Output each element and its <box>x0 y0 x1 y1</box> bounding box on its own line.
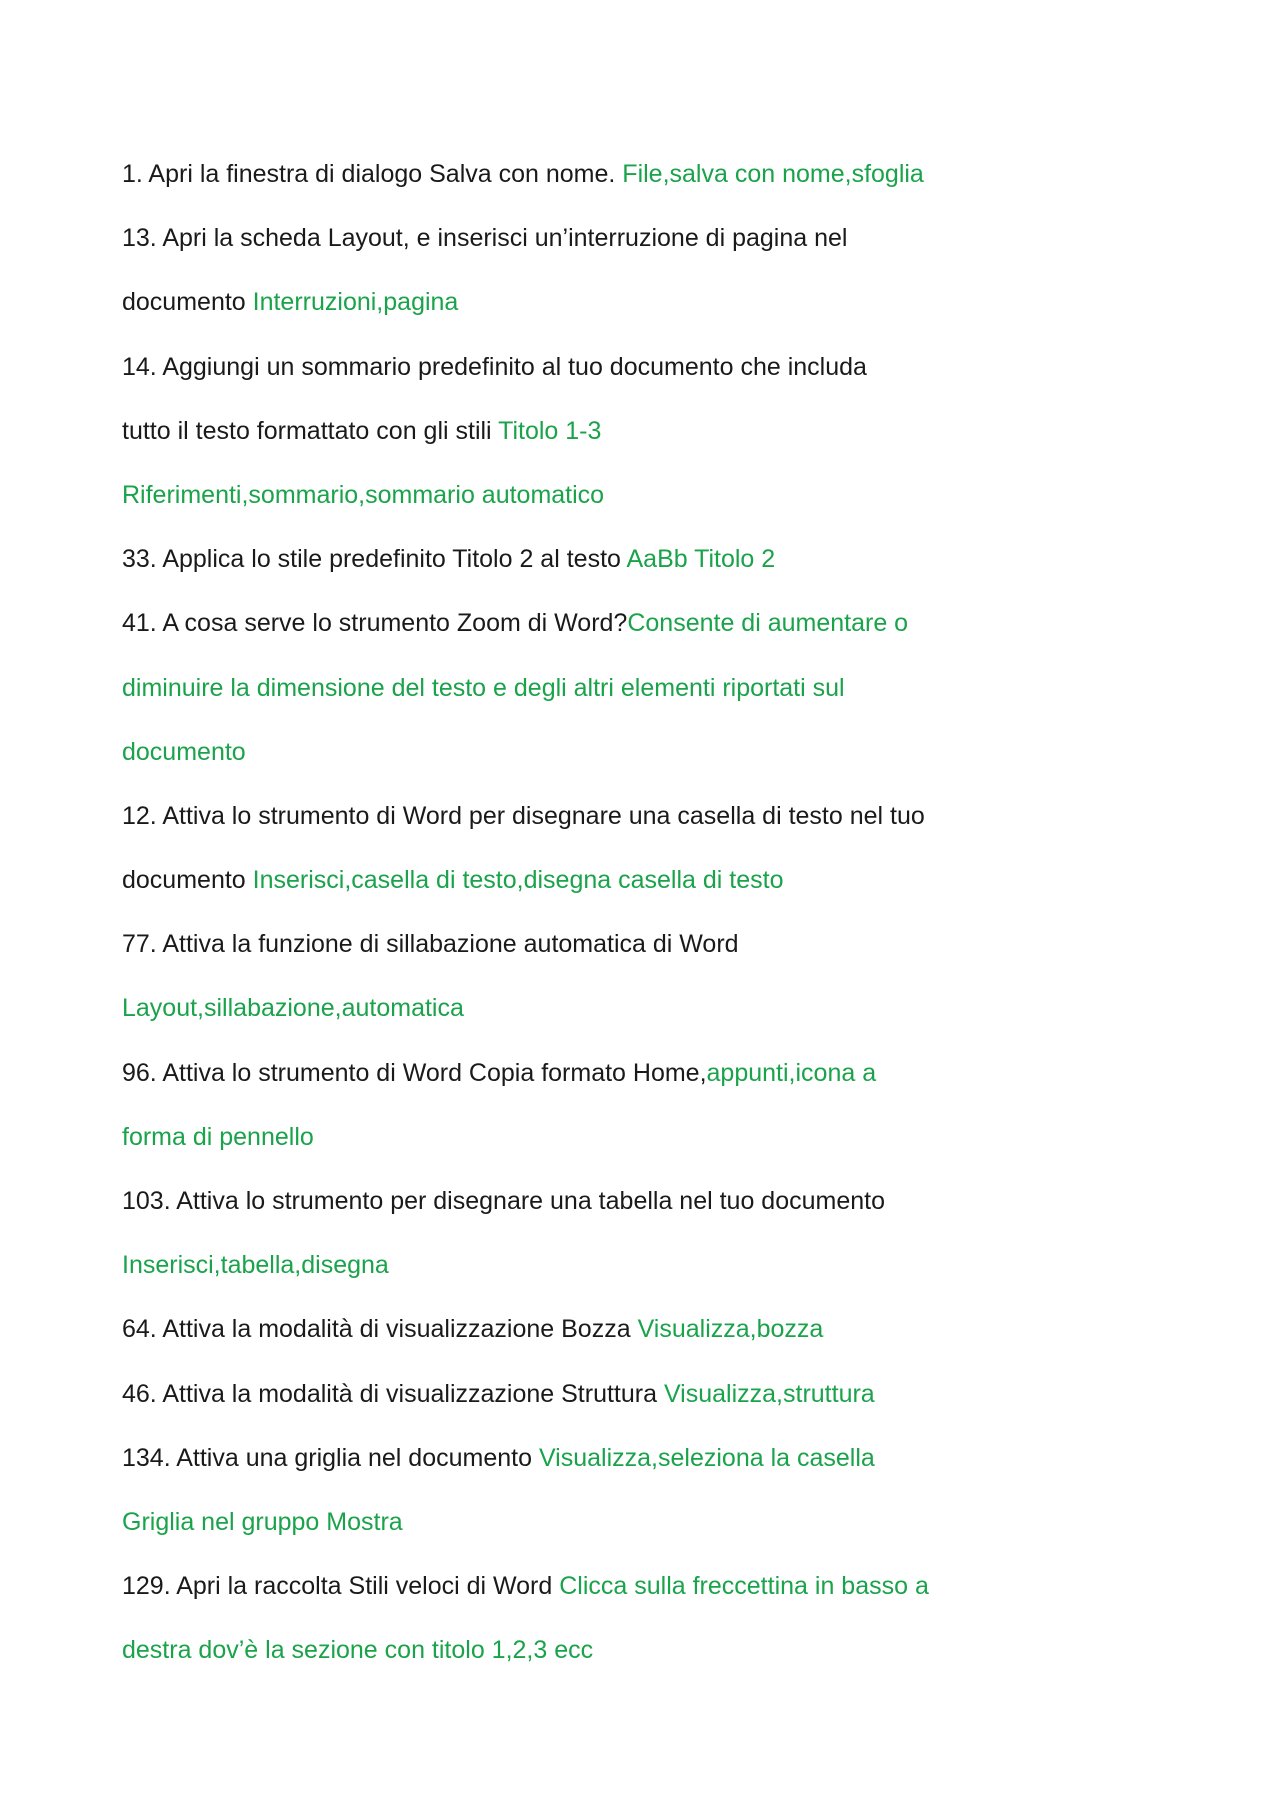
document-line <box>122 720 1162 784</box>
document-line <box>122 1297 1162 1361</box>
document-line <box>122 1554 1162 1618</box>
answer-text: Inserisci,tabella,disegna <box>122 1251 389 1280</box>
answer-text: appunti,icona a <box>706 1058 877 1087</box>
question-text: 12. Attiva lo strumento di Word per disegnare una casella di testo nel tuo <box>122 801 925 830</box>
question-text: 33. Applica lo stile predefinito Titolo 2 al testo <box>122 545 627 574</box>
document-line <box>122 1169 1162 1233</box>
answer-text: AaBb Titolo 2 <box>626 545 776 574</box>
document-line <box>122 1490 1162 1554</box>
answer-text: Layout,sillabazione,automatica <box>122 994 464 1023</box>
question-text: 13. Apri la scheda Layout, e inserisci un’interruzione di pagina nel <box>122 224 848 253</box>
document-line <box>122 1362 1162 1426</box>
question-text: 96. Attiva lo strumento di Word Copia formato Home, <box>122 1058 707 1087</box>
question-text: documento <box>122 288 253 317</box>
document-line <box>122 591 1162 655</box>
question-text: 64. Attiva la modalità di visualizzazione Bozza <box>122 1315 638 1344</box>
document-line <box>122 463 1162 527</box>
document-line <box>122 656 1162 720</box>
document-line <box>122 1105 1162 1169</box>
question-text: 14. Aggiungi un sommario predefinito al tuo documento che includa <box>122 352 867 381</box>
answer-text: Interruzioni,pagina <box>252 288 459 317</box>
question-text: 1. Apri la finestra di dialogo Salva con nome. <box>122 160 623 188</box>
answer-text: Visualizza,bozza <box>637 1315 824 1344</box>
answer-text: destra dov’è la sezione con titolo 1,2,3 ecc <box>122 1636 594 1665</box>
question-text: 103. Attiva lo strumento per disegnare una tabella nel tuo documento <box>122 1187 886 1215</box>
answer-text: Consente di aumentare o <box>627 609 909 638</box>
document-line <box>122 399 1162 463</box>
document-line <box>122 335 1162 399</box>
document-line <box>122 912 1162 976</box>
answer-text: diminuire la dimensione del testo e degli altri elementi riportati sul <box>122 673 845 702</box>
answer-text: Visualizza,seleziona la casella <box>538 1443 875 1472</box>
answer-text: Riferimenti,sommario,sommario automatico <box>122 480 605 509</box>
answer-text: Visualizza,struttura <box>663 1379 875 1408</box>
document-line <box>122 270 1162 334</box>
answer-text: File,salva con nome,sfoglia <box>622 160 924 188</box>
document-line <box>122 976 1162 1040</box>
document-line <box>122 527 1162 591</box>
document-line <box>122 1426 1162 1490</box>
document-line <box>122 206 1162 270</box>
question-text: documento <box>122 866 253 895</box>
document-line <box>122 1041 1162 1105</box>
answer-text: Clicca sulla freccettina in basso a <box>559 1572 929 1601</box>
document-line <box>122 142 1162 206</box>
document-body <box>122 142 1162 1683</box>
answer-text: Griglia nel gruppo Mostra <box>122 1507 403 1536</box>
answer-text: forma di pennello <box>122 1122 314 1151</box>
answer-text: Titolo 1-3 <box>498 416 602 445</box>
document-line <box>122 848 1162 912</box>
document-line <box>122 1233 1162 1297</box>
question-text: 77. Attiva la funzione di sillabazione automatica di Word <box>122 930 739 959</box>
question-text: tutto il testo formattato con gli stili <box>122 416 499 445</box>
document-line <box>122 1618 1162 1682</box>
question-text: 129. Apri la raccolta Stili veloci di Word <box>122 1572 560 1601</box>
question-text: 46. Attiva la modalità di visualizzazione Struttura <box>122 1379 664 1408</box>
answer-text: documento <box>122 737 246 766</box>
question-text: 41. A cosa serve lo strumento Zoom di Word? <box>122 609 628 638</box>
answer-text: Inserisci,casella di testo,disegna casella di testo <box>252 866 784 895</box>
document-line <box>122 784 1162 848</box>
question-text: 134. Attiva una griglia nel documento <box>122 1443 539 1472</box>
